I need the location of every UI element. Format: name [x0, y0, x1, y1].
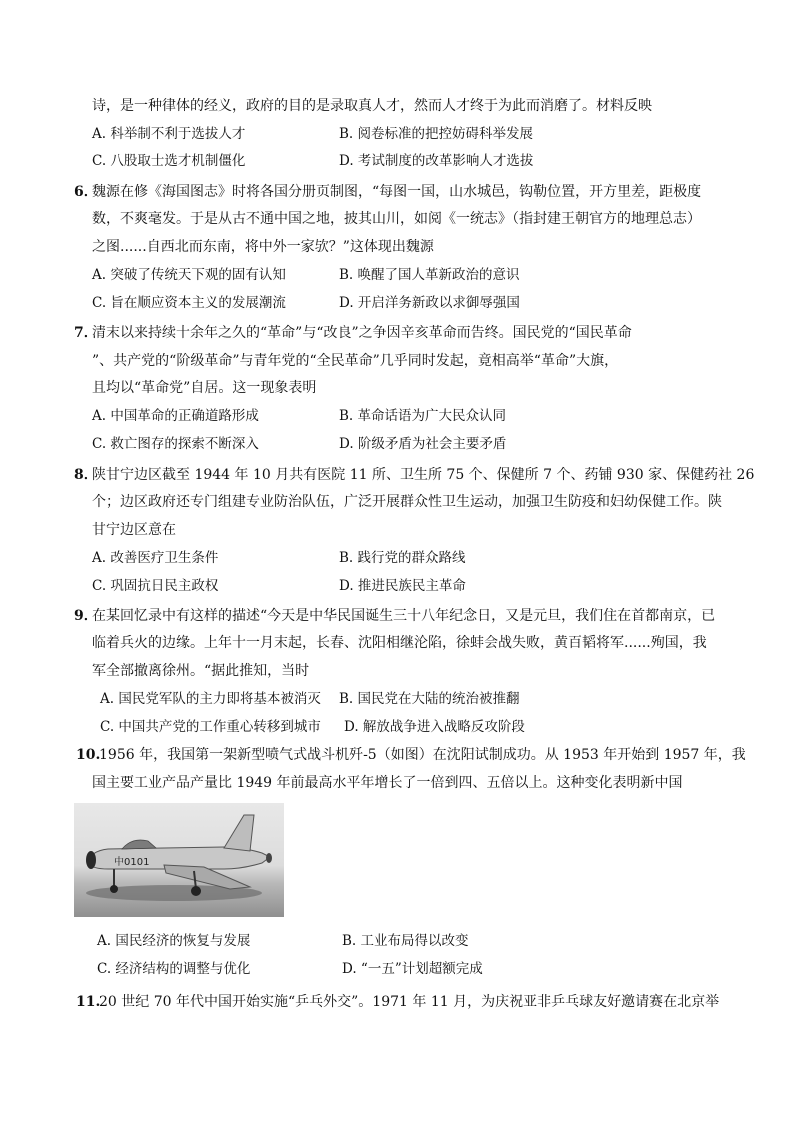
q9-stem-line-2: 临着兵火的边缘。上年十一月末起，长春、沈阳相继沦陷，徐蚌会战失败，黄百韬将军......殉国，我	[92, 635, 707, 651]
q7-number: 7．	[74, 325, 98, 341]
q10-option-c[interactable]: C. 经济结构的调整与优化	[97, 961, 251, 977]
q10-option-d[interactable]: D. “一五”计划超额完成	[342, 961, 483, 977]
q10-stem-line-1: 1956 年，我国第一架新型喷气式战斗机歼-5（如图）在沈阳试制成功。从 1953 年开始到 1957 年，我	[99, 747, 746, 763]
q5-option-c[interactable]: C. 八股取士选才机制僵化	[92, 153, 246, 169]
q9-stem-line-1: 在某回忆录中有这样的描述“今天是中华民国诞生三十八年纪念日，又是元旦，我们住在首都南京，已	[92, 608, 716, 624]
q6-stem-line-2: 数，不爽毫发。于是从古不通中国之地，披其山川，如阅《一统志》（指封建王朝官方的地理总志）	[92, 211, 701, 227]
q7-stem-line-2: ”、共产党的“阶级革命”与青年党的“全民革命”几乎同时发起，竟相高举“革命”大旗，	[92, 353, 619, 369]
q7-option-a[interactable]: A. 中国革命的正确道路形成	[92, 408, 259, 424]
q6-stem-line-1: 魏源在修《海国图志》时将各国分册页制图，“每图一国，山水城邑，钩勒位置，开方里差，距极度	[92, 184, 702, 200]
q8-option-d[interactable]: D. 推进民族民主革命	[339, 578, 466, 594]
q8-option-c[interactable]: C. 巩固抗日民主政权	[92, 578, 219, 594]
q9-stem-line-3: 军全部撤离徐州。“据此推知，当时	[92, 663, 310, 679]
q7-stem-line-3: 且均以“革命党”自居。这一现象表明	[92, 380, 317, 396]
q8-stem-line-2: 个；边区政府还专门组建专业防治队伍，广泛开展群众性卫生运动，加强卫生防疫和妇幼保健工作。陕	[92, 494, 722, 510]
q6-option-a[interactable]: A. 突破了传统天下观的固有认知	[92, 267, 286, 283]
q6-stem-line-3: 之图......自西北而东南，将中外一家欤？”这体现出魏源	[92, 239, 434, 255]
q10-stem-line-2: 国主要工业产品产量比 1949 年前最高水平年增长了一倍到四、五倍以上。这种变化表明新中国	[92, 775, 683, 791]
q6-number: 6．	[74, 184, 98, 200]
q10-option-b[interactable]: B. 工业布局得以改变	[342, 933, 469, 949]
q5-stem-tail: 诗，是一种律体的经义，政府的目的是录取真人才，然而人才终于为此而消磨了。材料反映	[92, 98, 652, 114]
q6-option-c[interactable]: C. 旨在顺应资本主义的发展潮流	[92, 295, 286, 311]
q6-option-b[interactable]: B. 唤醒了国人革新政治的意识	[339, 267, 520, 283]
q7-option-c[interactable]: C. 救亡图存的探索不断深入	[92, 436, 259, 452]
jet-marking-text: 中0101	[114, 857, 150, 868]
q9-option-d[interactable]: D. 解放战争进入战略反攻阶段	[344, 719, 525, 735]
q8-number: 8．	[74, 467, 98, 483]
q10-number: 10.	[76, 747, 101, 763]
q7-option-b[interactable]: B. 革命话语为广大民众认同	[339, 408, 507, 424]
q5-option-a[interactable]: A. 科举制不利于选拔人才	[92, 126, 246, 142]
q8-option-a[interactable]: A. 改善医疗卫生条件	[92, 550, 219, 566]
q7-stem-line-1: 清末以来持续十余年之久的“革命”与“改良”之争因辛亥革命而告终。国民党的“国民革命	[92, 325, 632, 341]
q5-option-b[interactable]: B. 阅卷标准的把控妨碍科举发展	[339, 126, 534, 142]
q9-option-b[interactable]: B. 国民党在大陆的统治被推翻	[339, 691, 520, 707]
q11-number: 11.	[76, 994, 101, 1010]
q6-option-d[interactable]: D. 开启洋务新政以求御辱强国	[339, 295, 520, 311]
q9-option-c[interactable]: C. 中国共产党的工作重心转移到城市	[100, 719, 321, 735]
q7-option-d[interactable]: D. 阶级矛盾为社会主要矛盾	[339, 436, 507, 452]
q8-stem-line-3: 甘宁边区意在	[92, 522, 176, 538]
q8-stem-line-1: 陕甘宁边区截至 1944 年 10 月共有医院 11 所、卫生所 75 个、保健所 7 个、药铺 930 家、保健药社 26	[92, 467, 755, 483]
q10-option-a[interactable]: A. 国民经济的恢复与发展	[97, 933, 251, 949]
q11-stem-line-1: 20 世纪 70 年代中国开始实施“乒乓外交”。1971 年 11 月，为庆祝亚非乒乓球友好邀请赛在北京举	[99, 994, 720, 1010]
q8-option-b[interactable]: B. 践行党的群众路线	[339, 550, 466, 566]
jet-fighter-illustration	[74, 803, 284, 917]
jet-fighter-photo	[74, 803, 284, 917]
q9-option-a[interactable]: A. 国民党军队的主力即将基本被消灭	[100, 691, 321, 707]
q5-option-d[interactable]: D. 考试制度的改革影响人才选拔	[339, 153, 534, 169]
q9-number: 9．	[74, 608, 98, 624]
